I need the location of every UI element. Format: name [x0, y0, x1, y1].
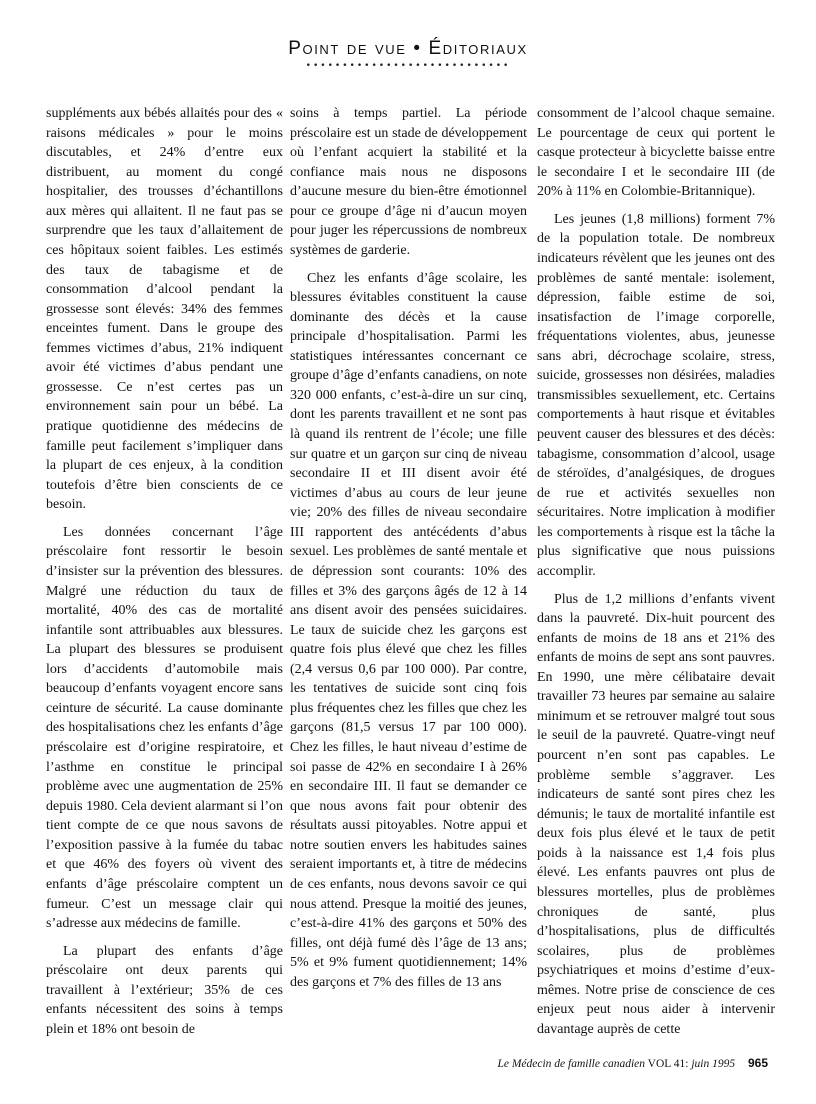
paragraph: soins à temps partiel. La période préscolaire est un stade de développement où l’enfant acquiert la stabilité et la confiance mais nous ne disposons d’aucune mesure du bien-être émotionnel pour ce groupe d’âge ni d’aucun moyen pour juger les répercussions de nombreux systèmes de garderie.: [290, 106, 527, 258]
journal-name: Le Médecin de famille canadien: [497, 1058, 645, 1070]
text-column-1: [46, 104, 283, 1039]
journal-date: juin 1995: [691, 1058, 736, 1070]
paragraph: consomment de l’alcool chaque semaine. Le pourcentage de ceux qui portent le casque protecteur à bicyclette baisse entre le secondaire I et le secondaire III (de 20% à 11% en Colombie-Britannique).: [537, 106, 775, 200]
text-column-2: [290, 104, 527, 992]
paragraph: suppléments aux bébés allaités pour des « raisons médicales » pour le moins discutables, et 24% d’entre eux distribuent, au moment du congé hospitalier, des trousses d’échantillons aux mères qui allaitent. Il ne faut pas se surprendre que les taux d’allaitement de ces hôpitaux soient faibles. Les estimés des taux de tabagisme et de consommation d’alcool pendant la grossesse sont élevés: 34% des femmes enceintes fument. Dans le groupe des femmes victimes d’abus, 21% indiquent avoir été victimes d’abus pendant une grossesse. Ce n’est certes pas un environnement sain pour un bébé. La pratique quotidienne des médecins de famille peut facilement s’impliquer dans la plupart de ces enjeux, à la condition toutefois d’être bien conscients de ce besoin.: [46, 106, 283, 513]
paragraph: Les jeunes (1,8 millions) forment 7% de la population totale. De nombreux indicateurs révèlent que les jeunes ont des problèmes de santé mentale: isolement, dépression, faible estime de soi, insatisfaction de l’image corporelle, fréquentations violentes, abus, jeunesse sans abri, décrochage scolaire, stress, suicide, grossesses non désirées, maladies transmissibles sexuellement, etc. Certains comportements à haut risque et évitables peuvent causer des blessures et des décès: tabagisme, consommation d’alcool, usage de stéroïdes, d’analgésiques, de drogues de rue et activités sexuelles non sécuritaires. Notre implication à modifier les comportements à risque est la tâche la plus significative que nous puissions accomplir.: [537, 211, 775, 579]
text-column-3: [537, 104, 775, 1039]
page-footer: [497, 1056, 768, 1070]
header-dotted-rule: ••••••••••••••••••••••••••••: [305, 61, 511, 71]
paragraph: Plus de 1,2 millions d’enfants vivent dans la pauvreté. Dix-huit pourcent des enfants de moins de 18 ans et 21% des enfants de moins de sept ans sont pauvres. En 1990, une mère célibataire devait travailler 73 heures par semaine au salaire minimum et se retrouver malgré tout sous le seuil de la pauvreté. Quatre-vingt neuf pourcent n’en sont pas capables. Le problème semble s’aggraver. Les indicateurs de santé sont pires chez les démunis; le taux de mortalité infantile est deux fois plus élevé et le taux de petit poids à la naissance est 1,4 fois plus élevé. Les enfants pauvres ont plus de blessures mortelles, plus de problèmes chroniques de santé, plus d’hospitalisations, plus de difficultés scolaires, plus de problèmes psychiatriques et moins d’estime d’eux-mêmes. Notre prise de conscience de ces enjeux peut nous aider à intervenir davantage auprès de cette: [537, 591, 775, 1037]
paragraph: Chez les enfants d’âge scolaire, les blessures évitables constituent la cause dominante des décès et la cause principale d’hospitalisation. Parmi les statistiques intéressantes concernant ce groupe d’âge d’enfants canadiens, on note 320 000 enfants, c’est-à-dire un sur cinq, dont les parents travaillent et ne sont pas là quand ils rentrent de l’école; une fille sur quatre et un garçon sur cinq de niveau secondaire II et III disent avoir été victimes d’abus au cours de leur jeune vie; 20% des filles de niveau secondaire III rapportent des antécédents d’abus sexuel. Les problèmes de santé mentale et de dépression sont courants: 10% des filles et 3% des garçons âgés de 12 à 14 ans disent avoir des pensées suicidaires. Le taux de suicide chez les garçons est quatre fois plus élevé que chez les filles (2,4 versus 0,6 par 100 000). Par contre, les tentatives de suicide sont cinq fois plus fréquentes chez les filles que chez les garçons (81,5 versus 17 par 100 000). Chez les filles, le haut niveau d’estime de soi passe de 42% en secondaire I à 26% en secondaire III. Il faut se demander ce que nous avons fait pour obtenir des résultats aussi pitoyables. Notre appui et notre soutien envers les habitudes saines seraient importants et, à titre de médecins de ces enfants, nous devons savoir ce qui nous attend. Presque la moitié des jeunes, c’est-à-dire 41% des garçons et 50% des filles, ont déjà fumé dès l’âge de 13 ans; 5% et 9% fument quotidiennement; 14% des garçons et 7% des filles de 13 ans: [290, 270, 527, 990]
paragraph: La plupart des enfants d’âge préscolaire ont deux parents qui travaillent à l’extérieur; 35% de ces enfants nécessitent des soins à temps plein et 18% ont besoin de: [46, 943, 283, 1037]
paragraph: Les données concernant l’âge préscolaire font ressortir le besoin d’insister sur la prévention des blessures. Malgré une réduction du taux de mortalité, 40% des cas de mortalité infantile sont attribuables aux blessures. La plupart des blessures se produisent lors d’accidents d’automobile mais beaucoup d’enfants voyagent encore sans ceinture de sécurité. La cause dominante des hospitalisations chez les enfants d’âge préscolaire est d’origine respiratoire, et l’asthme en constitue le principal problème avec une augmentation de 25% depuis 1980. Cela devient alarmant si l’on tient compte de ce que nous savons de l’exposition passive à la fumée du tabac et que 46% des foyers où vivent des enfants d’âge préscolaire comptent un fumeur. C’est un message clair qui s’adresse aux médecins de famille.: [46, 524, 283, 932]
section-header: Point de vue • Éditoriaux: [288, 38, 528, 59]
page-number: 965: [747, 1056, 768, 1070]
journal-volume: VOL 41:: [647, 1058, 689, 1070]
